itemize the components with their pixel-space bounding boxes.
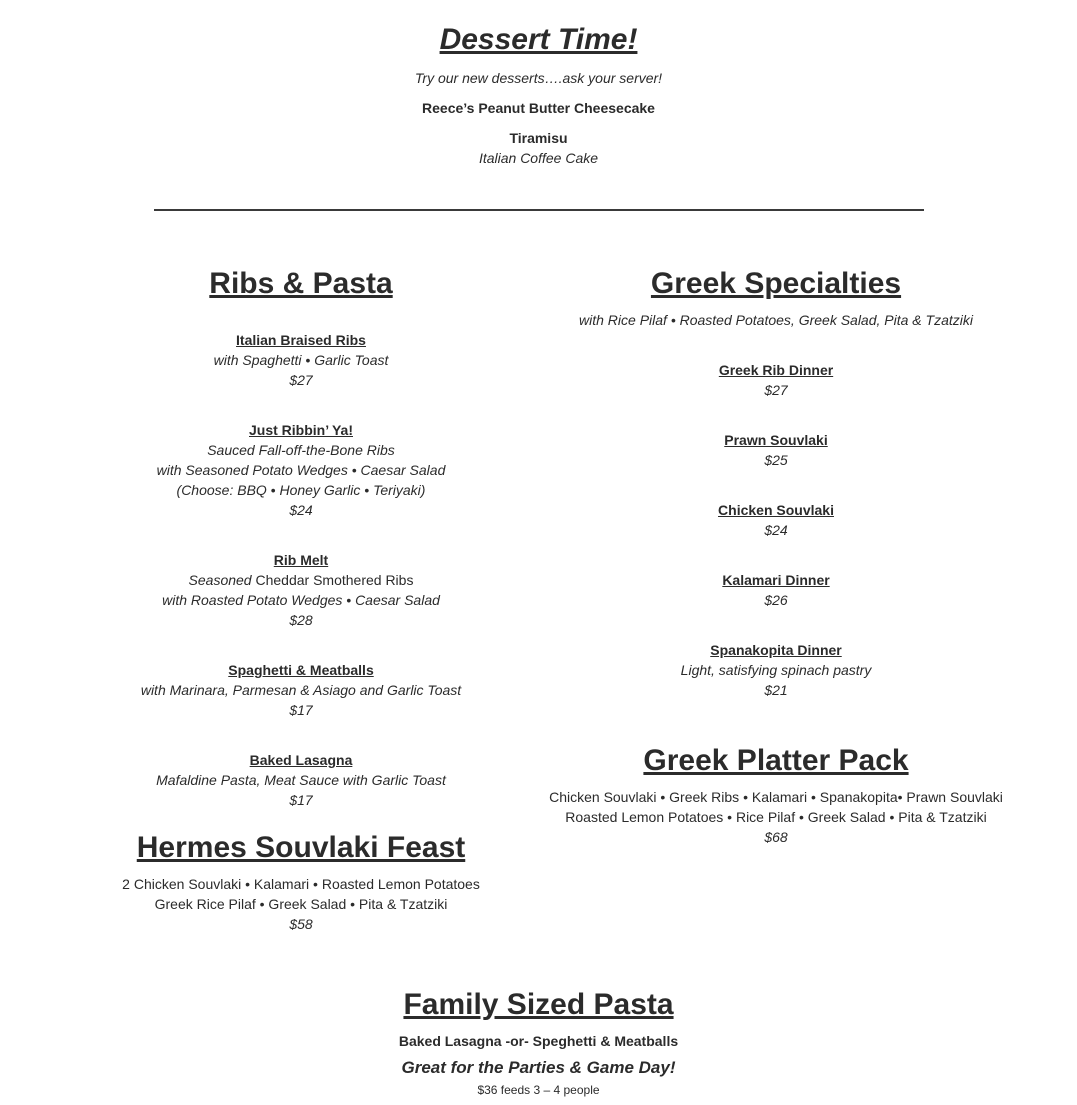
greek-specialties-subtitle: with Rice Pilaf • Roasted Potatoes, Greek Salad, Pita & Tzatziki [579, 312, 973, 328]
hermes-line-1: 2 Chicken Souvlaki • Kalamari • Roasted Lemon Potatoes [122, 876, 480, 892]
menu-item-desc: Light, satisfying spinach pastry [680, 662, 872, 678]
menu-item [526, 570, 1026, 610]
ribs-pasta-section [76, 266, 526, 934]
family-pasta-title: Family Sized Pasta [403, 988, 674, 1021]
menu-item-name: Italian Braised Ribs [236, 332, 366, 348]
family-pasta-line: Baked Lasagna -or- Speghetti & Meatballs [398, 1033, 679, 1049]
menu-item-price: $24 [764, 522, 788, 538]
menu-item-name: Just Ribbin’ Ya! [249, 422, 353, 438]
menu-item-name: Greek Rib Dinner [718, 362, 834, 378]
family-pasta-tagline: Great for the Parties & Game Day! [401, 1058, 676, 1077]
menu-item-desc-rest: Cheddar Smothered Ribs [251, 572, 414, 588]
greek-specialties-title: Greek Specialties [650, 267, 902, 300]
menu-item [526, 430, 1026, 470]
menu-item-name: Chicken Souvlaki [718, 502, 834, 518]
menu-item-desc: Mafaldine Pasta, Meat Sauce with Garlic Toast [156, 772, 446, 788]
menu-item-name: Rib Melt [273, 552, 329, 568]
menu-item-price: $28 [289, 612, 313, 628]
greek-platter-line-2: Roasted Lemon Potatoes • Rice Pilaf • Greek Salad • Pita & Tzatziki [565, 809, 987, 825]
dessert-item-tiramisu: Tiramisu [509, 130, 568, 146]
dessert-intro: Try our new desserts….ask your server! [414, 70, 663, 86]
hermes-title: Hermes Souvlaki Feast [136, 831, 466, 864]
menu-item-desc: with Marinara, Parmesan & Asiago and Garlic Toast [140, 682, 462, 698]
greek-platter-line-1: Chicken Souvlaki • Greek Ribs • Kalamari • Spanakopita• Prawn Souvlaki [549, 789, 1003, 805]
menu-item-price: $27 [764, 382, 788, 398]
hermes-line-2: Greek Rice Pilaf • Greek Salad • Pita & Tzatziki [154, 896, 448, 912]
menu-item-price: $25 [764, 452, 788, 468]
menu-item-name: Baked Lasagna [249, 752, 353, 768]
menu-item-price: $27 [289, 372, 313, 388]
menu-item-name: Prawn Souvlaki [724, 432, 828, 448]
menu-item [526, 500, 1026, 540]
section-divider [154, 209, 924, 211]
dessert-item-tiramisu-desc: Italian Coffee Cake [478, 150, 599, 166]
menu-item [76, 330, 526, 390]
menu-item-desc: with Roasted Potato Wedges • Caesar Salad [162, 592, 440, 608]
menu-item [76, 550, 526, 630]
menu-item-desc: with Spaghetti • Garlic Toast [213, 352, 389, 368]
menu-item-price: $24 [289, 502, 313, 518]
family-pasta-price: $36 feeds 3 – 4 people [477, 1083, 600, 1097]
menu-item-desc: Sauced Fall-off-the-Bone Ribs [207, 442, 395, 458]
menu-item [526, 360, 1026, 400]
ribs-pasta-title: Ribs & Pasta [209, 267, 393, 300]
greek-platter-price: $68 [764, 829, 788, 845]
hermes-price: $58 [289, 916, 313, 932]
dessert-title: Dessert Time! [439, 23, 638, 56]
dessert-item-cheesecake: Reece’s Peanut Butter Cheesecake [422, 100, 655, 116]
menu-item-price: $21 [764, 682, 788, 698]
menu-item-desc: with Seasoned Potato Wedges • Caesar Salad [156, 462, 446, 478]
dessert-section [0, 22, 1077, 168]
menu-item-price: $17 [289, 792, 313, 808]
greek-platter-title: Greek Platter Pack [643, 744, 909, 777]
menu-item-name: Spanakopita Dinner [710, 642, 842, 658]
menu-item-name: Spaghetti & Meatballs [228, 662, 374, 678]
menu-item [76, 750, 526, 810]
family-pasta-section [0, 987, 1077, 1098]
menu-item [526, 640, 1026, 700]
menu-item-name: Kalamari Dinner [722, 572, 830, 588]
menu-item [76, 420, 526, 520]
greek-specialties-section [526, 266, 1026, 847]
menu-item-price: $26 [764, 592, 788, 608]
menu-item [76, 660, 526, 720]
menu-item-desc-italic: Seasoned [188, 572, 252, 588]
menu-item-desc [76, 570, 526, 590]
menu-item-price: $17 [289, 702, 313, 718]
menu-item-desc: (Choose: BBQ • Honey Garlic • Teriyaki) [176, 482, 426, 498]
